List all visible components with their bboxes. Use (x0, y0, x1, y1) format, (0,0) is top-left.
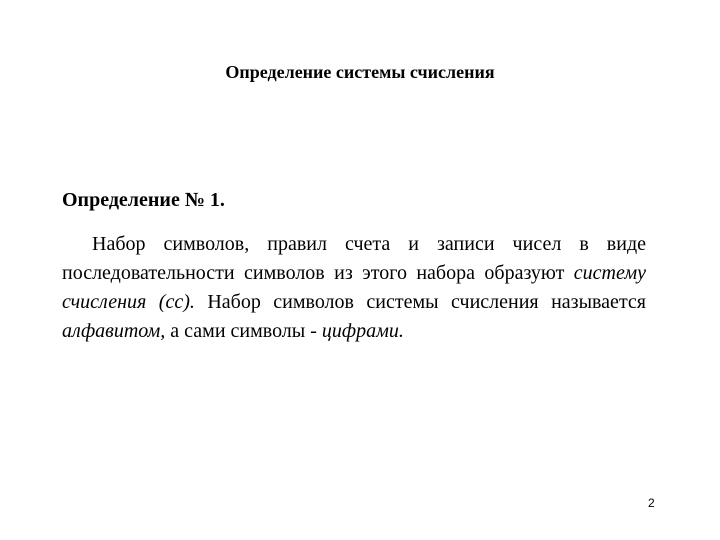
paragraph-text-2: Набор символов системы счисления называется (194, 291, 646, 313)
page-number: 2 (648, 496, 655, 510)
paragraph-text-3: а сами символы - (165, 320, 322, 342)
definition-heading: Определение № 1. (62, 189, 225, 211)
slide-title: Определение системы счисления (225, 62, 495, 82)
term-number-system: систему счисления (сс). (62, 262, 646, 313)
definition-paragraph (62, 230, 646, 346)
term-alphabet: алфавитом, (62, 320, 166, 342)
term-digits: цифрами. (321, 320, 404, 342)
paragraph-text-1: Набор символов, правил счета и записи чисел в виде последовательности символов из этого набора образуют (62, 233, 646, 284)
